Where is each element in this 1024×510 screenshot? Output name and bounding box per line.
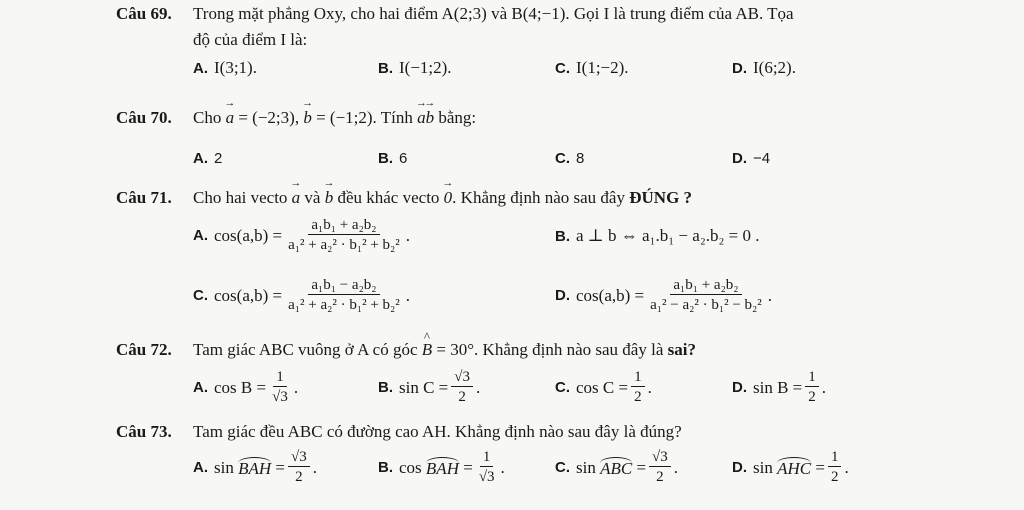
vector-a: → a bbox=[292, 188, 301, 208]
option-d[interactable] bbox=[732, 368, 826, 407]
stem-emphasis: ĐÚNG ? bbox=[629, 188, 693, 207]
option-c[interactable]: C. sin ABC = $\frac{√3}{2}$ . bbox=[555, 449, 679, 485]
option-label: A. bbox=[193, 459, 208, 476]
angle-b: ^ B bbox=[422, 340, 432, 360]
option-text: 6 bbox=[399, 150, 408, 167]
stem-text: và bbox=[304, 188, 321, 207]
option-b[interactable] bbox=[378, 150, 407, 167]
option-c[interactable] bbox=[555, 150, 584, 167]
stem-text: Cho hai vecto bbox=[193, 188, 288, 207]
option-fn: cos bbox=[399, 457, 422, 477]
fraction-denominator: 2 bbox=[808, 389, 816, 405]
question-stem bbox=[193, 108, 476, 128]
fraction-denominator: √3 bbox=[478, 469, 495, 485]
option-lhs: cos B = bbox=[214, 377, 267, 397]
formula-fraction bbox=[269, 368, 291, 407]
option-label: D. bbox=[732, 59, 747, 77]
option-text: I(−1;2). bbox=[399, 58, 452, 77]
option-label: D. bbox=[555, 287, 570, 304]
option-b[interactable]: B. cos BAH = $\frac{1}{√3}$ . bbox=[378, 449, 505, 485]
question-stem bbox=[193, 340, 696, 360]
fraction-denominator: 2 bbox=[295, 469, 303, 485]
formula-fraction bbox=[828, 448, 842, 487]
option-d[interactable] bbox=[732, 150, 770, 167]
fraction-numerator: √3 bbox=[451, 368, 473, 387]
option-b[interactable] bbox=[378, 58, 452, 78]
stem-text: . Khẳng định nào sau đây bbox=[452, 188, 625, 207]
option-a[interactable]: A. cos(a,b) = $\frac{\text{a₁b₁ + a₂b₂}}{\text{a₁² + a₂² · b₁² + b₂²}}$ . bbox=[193, 217, 411, 253]
question-number: Câu 71. bbox=[116, 188, 172, 207]
option-label: A. bbox=[193, 227, 208, 244]
stem-text: = (−1;2). Tính bbox=[316, 108, 413, 127]
question-number: Câu 73. bbox=[116, 422, 172, 441]
option-d[interactable]: D. cos(a,b) = $\frac{\text{a₁b₁ + a₂b₂}}{\text{a₁² − a₂² · b₁² − b₂²}}$ . bbox=[555, 277, 773, 313]
option-label: C. bbox=[555, 379, 570, 396]
option-c[interactable] bbox=[555, 368, 652, 407]
option-label: B. bbox=[378, 379, 393, 396]
vector-b: → b bbox=[325, 188, 334, 208]
question-number: Câu 70. bbox=[116, 108, 172, 127]
option-tail: . bbox=[647, 377, 652, 397]
option-label: B. bbox=[555, 227, 570, 245]
stem-emphasis: sai? bbox=[667, 340, 696, 359]
option-text: 8 bbox=[576, 150, 585, 167]
option-lhs: sin B = bbox=[753, 377, 803, 397]
formula-fraction bbox=[649, 448, 671, 487]
stem-text: Tam giác ABC vuông ở A có góc bbox=[193, 340, 418, 359]
option-lhs: cos(a,b) = bbox=[576, 285, 645, 305]
formula-fraction bbox=[451, 368, 473, 407]
vector-b: → b bbox=[426, 108, 435, 128]
option-c[interactable]: C. cos(a,b) = $\frac{\text{a₁b₁ − a₂b₂}}{\text{a₁² + a₂² · b₁² + b₂²}}$ . bbox=[193, 277, 411, 313]
fraction-numerator: √3 bbox=[649, 448, 671, 467]
option-tail: . bbox=[293, 377, 299, 397]
option-a[interactable] bbox=[193, 58, 257, 78]
option-text: I(1;−2). bbox=[576, 58, 629, 77]
option-tail: . bbox=[476, 377, 481, 397]
question-stem bbox=[193, 188, 692, 208]
option-label: C. bbox=[555, 150, 570, 167]
option-label: B. bbox=[378, 150, 393, 167]
option-label: B. bbox=[378, 59, 393, 77]
question-stem: Trong mặt phẳng Oxy, cho hai điểm A(2;3) và B(4;−1). Gọi I là trung điểm của AB. Tọa bbox=[193, 4, 794, 23]
option-a[interactable]: A. sin BAH = $\frac{√3}{2}$ . bbox=[193, 449, 317, 485]
fraction-numerator: 1 bbox=[480, 448, 494, 467]
option-a[interactable] bbox=[193, 150, 222, 167]
option-text: I(6;2). bbox=[753, 58, 796, 77]
fraction-denominator: a₁² + a₂² · b₁² + b₂² bbox=[288, 297, 400, 313]
formula-fraction bbox=[285, 276, 403, 315]
stem-text: Cho bbox=[193, 108, 222, 127]
option-label: A. bbox=[193, 59, 208, 77]
zero-vector: → 0 bbox=[444, 188, 453, 208]
fraction-numerator: a₁b₁ + a₂b₂ bbox=[670, 276, 741, 295]
option-d[interactable] bbox=[732, 58, 796, 78]
angle-arc: BAH bbox=[238, 458, 272, 478]
angle-arc: ABC bbox=[600, 458, 633, 478]
question-number: Câu 72. bbox=[116, 340, 172, 359]
option-fn: sin bbox=[576, 457, 596, 477]
question-stem-continued: độ của điểm I là: bbox=[193, 30, 308, 49]
fraction-denominator: 2 bbox=[634, 389, 642, 405]
fraction-denominator: a₁² − a₂² · b₁² − b₂² bbox=[650, 297, 762, 313]
fraction-denominator: √3 bbox=[272, 389, 288, 405]
fraction-denominator: a₁² + a₂² · b₁² + b₂² bbox=[288, 237, 400, 253]
fraction-numerator: 1 bbox=[631, 368, 645, 387]
formula-fraction bbox=[631, 368, 645, 407]
formula-fraction bbox=[805, 368, 819, 407]
fraction-numerator: a₁b₁ − a₂b₂ bbox=[308, 276, 379, 295]
fraction-numerator: 1 bbox=[805, 368, 819, 387]
option-label: D. bbox=[732, 150, 747, 167]
option-b[interactable] bbox=[378, 368, 480, 407]
fraction-denominator: 2 bbox=[656, 469, 664, 485]
option-label: A. bbox=[193, 150, 208, 167]
stem-text: đều khác vecto bbox=[337, 188, 440, 207]
option-label: D. bbox=[732, 459, 747, 476]
option-lhs: cos(a,b) = bbox=[214, 285, 283, 305]
formula-fraction bbox=[288, 448, 310, 487]
question-stem: Tam giác đều ABC có đường cao AH. Khẳng định nào sau đây là đúng? bbox=[193, 422, 682, 441]
option-text: I(3;1). bbox=[214, 58, 257, 77]
fraction-numerator: √3 bbox=[288, 448, 310, 467]
option-fn: sin bbox=[214, 457, 234, 477]
formula-fraction bbox=[285, 216, 403, 255]
option-label: C. bbox=[555, 59, 570, 77]
formula-fraction bbox=[476, 448, 498, 487]
fraction-numerator: a₁b₁ + a₂b₂ bbox=[308, 216, 379, 235]
option-c[interactable] bbox=[555, 58, 629, 78]
fraction-numerator: 1 bbox=[828, 448, 842, 467]
option-label: C. bbox=[555, 459, 570, 476]
stem-text: bằng: bbox=[438, 108, 477, 127]
option-a[interactable] bbox=[193, 368, 298, 407]
stem-text: = (−2;3), bbox=[238, 108, 300, 127]
option-text: −4 bbox=[753, 150, 771, 167]
option-tail: . bbox=[821, 377, 827, 397]
vector-b: → b bbox=[303, 108, 312, 128]
option-text: a ⊥ b ⇔ a₁.b₁ − a₂.b₂ = 0 . bbox=[576, 226, 760, 245]
angle-arc: BAH bbox=[425, 458, 459, 478]
option-label: A. bbox=[193, 379, 208, 396]
stem-text: = 30°. Khẳng định nào sau đây là bbox=[436, 340, 664, 359]
formula-fraction bbox=[647, 276, 765, 315]
option-lhs: cos(a,b) = bbox=[214, 225, 283, 245]
option-label: D. bbox=[732, 379, 747, 396]
option-text: 2 bbox=[214, 150, 223, 167]
option-lhs: cos C = bbox=[576, 377, 629, 397]
option-label: B. bbox=[378, 459, 393, 476]
option-b[interactable] bbox=[555, 226, 760, 246]
option-label: C. bbox=[193, 287, 208, 304]
fraction-denominator: 2 bbox=[830, 469, 839, 485]
vector-a: → a bbox=[417, 108, 426, 128]
fraction-numerator: 1 bbox=[273, 368, 287, 387]
option-fn: sin bbox=[753, 457, 773, 477]
vector-a: → a bbox=[226, 108, 235, 128]
angle-arc: AHC bbox=[777, 458, 812, 478]
question-number: Câu 69. bbox=[116, 4, 172, 23]
fraction-denominator: 2 bbox=[458, 389, 466, 405]
option-lhs: sin C = bbox=[399, 377, 449, 397]
option-d[interactable]: D. sin AHC = $\frac{1}{2}$ . bbox=[732, 449, 849, 485]
